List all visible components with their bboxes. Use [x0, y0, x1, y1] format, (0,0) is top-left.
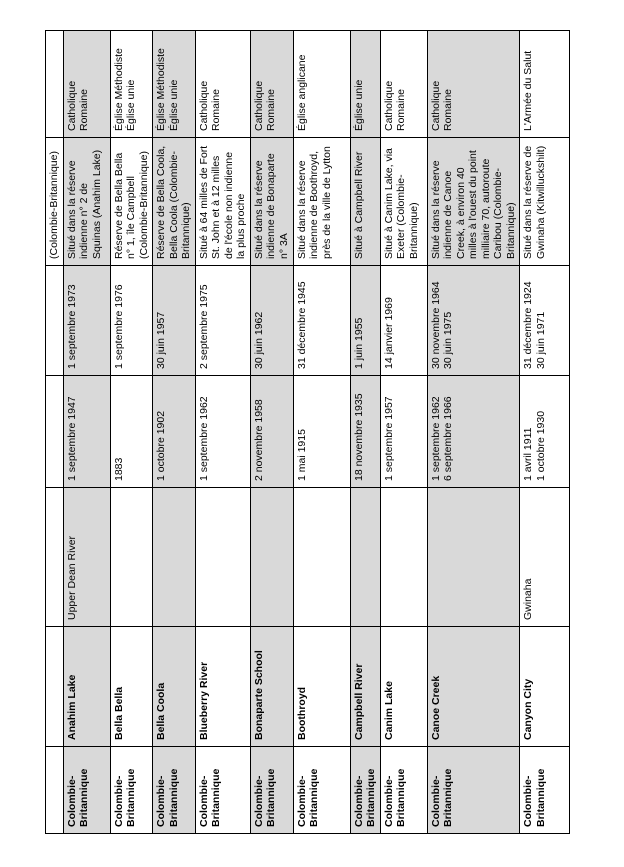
- cell-line: 30 novembre 1964: [429, 281, 442, 369]
- cell-name: Canim Lake: [380, 627, 427, 747]
- cell-opened: [427, 376, 520, 488]
- cell-line: 1 avril 1911: [522, 427, 534, 481]
- cell-line: Église unie: [125, 79, 137, 131]
- cell-name: Bella Coola: [153, 627, 196, 747]
- cell-closed: 1 juin 1955: [350, 266, 380, 376]
- table-row: [380, 31, 427, 834]
- cell-opened: 1 septembre 1962: [195, 376, 250, 488]
- cell-place: [195, 488, 250, 627]
- cell-line: 31 décembre 1924: [522, 281, 534, 369]
- cell-opened: [520, 376, 570, 488]
- cell-line: Église Méthodiste: [155, 48, 167, 131]
- cell-name: Anahim Lake: [63, 627, 110, 747]
- school-table-body: [46, 31, 570, 834]
- cell-line: 30 juin 1971: [534, 311, 547, 369]
- cell-line: Catholique: [429, 80, 442, 131]
- cell-line: Église Méthodiste: [112, 48, 125, 131]
- rotated-table-container: [45, 30, 547, 834]
- cell-place: [350, 488, 380, 627]
- table-row: [110, 31, 153, 834]
- cell-location: Situé à 64 milles de Fort St. John et à 12 milles de l'école non indienne la plus proche: [195, 138, 250, 266]
- cell-closed: 1 septembre 1973: [63, 266, 110, 376]
- table-row: [63, 31, 110, 834]
- cell-line: 1 octobre 1930: [534, 410, 547, 481]
- cell-opened: 2 novembre 1958: [250, 376, 293, 488]
- school-table: [45, 30, 570, 834]
- cell-opened: 18 novembre 1935: [350, 376, 380, 488]
- cell-province: Colombie-Britannique: [63, 747, 110, 834]
- table-row: [250, 31, 293, 834]
- cell-closed: 31 décembre 1945: [293, 266, 350, 376]
- cell-province: Colombie-Britannique: [250, 747, 293, 834]
- cell-province: Colombie-Britannique: [195, 747, 250, 834]
- cell-religion: [195, 31, 250, 138]
- cell-closed: [520, 266, 570, 376]
- cell-closed: [427, 266, 520, 376]
- cell-religion: [350, 31, 380, 138]
- cell-opened: 1883: [110, 376, 153, 488]
- cell-location: Situé à Campbell River: [350, 138, 380, 266]
- cell-location: Situé à Canim Lake, via Exeter (Colombie-Britannique): [380, 138, 427, 266]
- cell-place: [250, 488, 293, 627]
- table-row: [195, 31, 250, 834]
- cell-place: [293, 488, 350, 627]
- cell-line: Romaine: [265, 88, 277, 131]
- cell-line: Catholique: [65, 80, 78, 131]
- cell-location: Réserve de Bella Coola, Bella Coola (Colombie-Britannique): [153, 138, 196, 266]
- cell-line: Catholique: [197, 80, 210, 131]
- cell-province: Colombie-Britannique: [520, 747, 570, 834]
- table-row: [46, 31, 64, 834]
- cell-line: Romaine: [78, 88, 90, 131]
- cell-line: Catholique: [382, 80, 395, 131]
- cell-religion: [63, 31, 110, 138]
- cell-closed: 30 juin 1957: [153, 266, 196, 376]
- cell-line: Romaine: [210, 88, 222, 131]
- cell-place: [427, 488, 520, 627]
- cell-religion: [427, 31, 520, 138]
- cell-line: Romaine: [442, 88, 454, 131]
- cell-line: Romaine: [395, 88, 407, 131]
- cell-opened: 1 octobre 1902: [153, 376, 196, 488]
- cell-province: [46, 747, 64, 834]
- cell-opened: 1 septembre 1947: [63, 376, 110, 488]
- cell-closed: 2 septembre 1975: [195, 266, 250, 376]
- cell-name: Bella Bella: [110, 627, 153, 747]
- cell-line: 6 septembre 1966: [442, 396, 454, 481]
- cell-name: Campbell River: [350, 627, 380, 747]
- table-row: [293, 31, 350, 834]
- cell-religion: [153, 31, 196, 138]
- cell-name: Canyon City: [520, 627, 570, 747]
- cell-location: Situé dans la réserve indienne de Bonaparte n° 3A: [250, 138, 293, 266]
- cell-province: Colombie-Britannique: [350, 747, 380, 834]
- cell-opened: [46, 376, 64, 488]
- cell-closed: [46, 266, 64, 376]
- cell-province: Colombie-Britannique: [293, 747, 350, 834]
- cell-closed: 30 juin 1962: [250, 266, 293, 376]
- cell-religion: [250, 31, 293, 138]
- cell-place: [110, 488, 153, 627]
- cell-province: Colombie-Britannique: [153, 747, 196, 834]
- cell-location: Réserve de Bella Bella n° 1, île Campbell (Colombie-Britannique): [110, 138, 153, 266]
- cell-religion: [520, 31, 570, 138]
- cell-name: [46, 627, 64, 747]
- cell-province: Colombie-Britannique: [427, 747, 520, 834]
- cell-place: [380, 488, 427, 627]
- cell-religion: [293, 31, 350, 138]
- cell-name: Canoe Creek: [427, 627, 520, 747]
- cell-religion: [380, 31, 427, 138]
- cell-location: Situé dans la réserve indienne n° 2 de Squinas (Anahim Lake): [63, 138, 110, 266]
- table-row: [350, 31, 380, 834]
- cell-place: Upper Dean River: [63, 488, 110, 627]
- cell-place: Gwinaha: [520, 488, 570, 627]
- cell-place: [46, 488, 64, 627]
- cell-closed: 1 septembre 1976: [110, 266, 153, 376]
- cell-line: Église unie: [352, 79, 365, 131]
- cell-line: Église anglicane: [295, 54, 308, 131]
- cell-location: (Colombie-Britannique): [46, 138, 64, 266]
- cell-location: Situé dans la réserve de Gwinaha (Kitwilluckshilt): [520, 138, 570, 266]
- cell-religion: [46, 31, 64, 138]
- cell-line: Catholique: [252, 80, 265, 131]
- cell-name: Bonaparte School: [250, 627, 293, 747]
- cell-name: Blueberry River: [195, 627, 250, 747]
- cell-place: [153, 488, 196, 627]
- table-row: [153, 31, 196, 834]
- cell-name: Boothroyd: [293, 627, 350, 747]
- cell-line: 1 septembre 1962: [429, 396, 442, 481]
- cell-opened: 1 septembre 1957: [380, 376, 427, 488]
- cell-religion: [110, 31, 153, 138]
- table-row: [427, 31, 520, 834]
- cell-opened: 1 mai 1915: [293, 376, 350, 488]
- cell-location: Situé dans la réserve indienne de Canoe Creek, à environ 40 milles à l'ouest du point milliaire 70, autoroute Caribou (Colombie-Britannique): [427, 138, 520, 266]
- table-row: [520, 31, 570, 834]
- cell-line: Église unie: [167, 79, 180, 131]
- cell-closed: 14 janvier 1969: [380, 266, 427, 376]
- cell-location: Situé dans la réserve indienne de Boothroyd, près de la ville de Lytton: [293, 138, 350, 266]
- cell-province: Colombie-Britannique: [380, 747, 427, 834]
- cell-province: Colombie-Britannique: [110, 747, 153, 834]
- cell-line: L'Armée du Salut: [522, 50, 534, 131]
- cell-line: 30 juin 1975: [442, 311, 454, 369]
